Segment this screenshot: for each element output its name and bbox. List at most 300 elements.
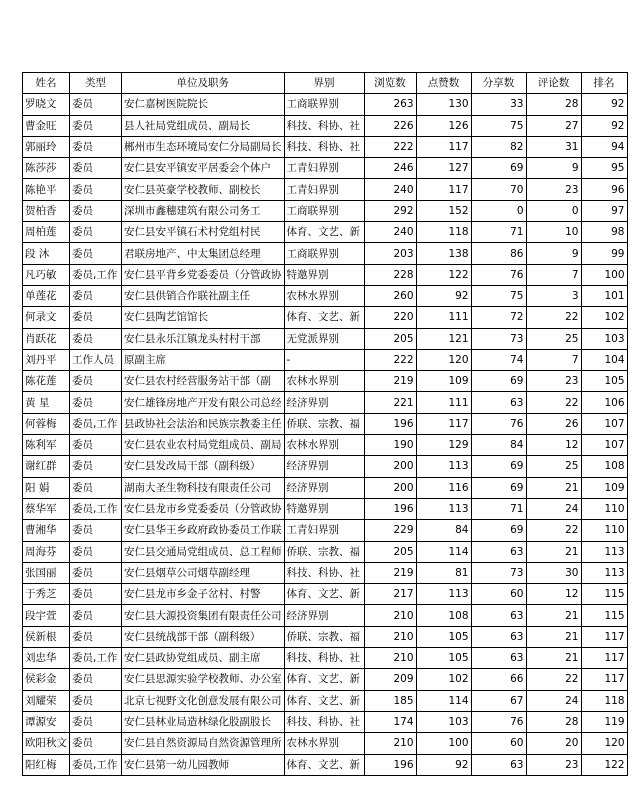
cell-likes: 105 — [416, 648, 471, 669]
cell-shares: 67 — [471, 690, 526, 711]
cell-shares: 72 — [471, 307, 526, 328]
table-row — [23, 690, 628, 711]
cell-views: 260 — [364, 285, 416, 306]
cell-likes: 92 — [416, 754, 471, 775]
cell-rank: 94 — [581, 136, 627, 157]
table-row — [23, 392, 628, 413]
cell-views: 226 — [364, 115, 416, 136]
cell-shares: 69 — [471, 456, 526, 477]
cell-comments: 21 — [526, 626, 581, 647]
cell-comments: 0 — [526, 200, 581, 221]
cell-likes: 100 — [416, 733, 471, 754]
cell-views: 185 — [364, 690, 416, 711]
cell-shares: 75 — [471, 285, 526, 306]
cell-rank: 115 — [581, 605, 627, 626]
cell-sector: 体育、文艺、新 — [284, 307, 364, 328]
cell-rank: 117 — [581, 669, 627, 690]
cell-rank: 113 — [581, 562, 627, 583]
cell-type: 委员 — [70, 669, 122, 690]
cell-name: 曹金旺 — [23, 115, 70, 136]
cell-comments: 12 — [526, 584, 581, 605]
cell-comments: 7 — [526, 264, 581, 285]
cell-type: 委员 — [70, 626, 122, 647]
cell-type: 委员 — [70, 307, 122, 328]
cell-type: 委员 — [70, 136, 122, 157]
table-row — [23, 115, 628, 136]
cell-unit: 安仁嘉树医院院长 — [122, 94, 285, 115]
cell-type: 委员 — [70, 222, 122, 243]
cell-shares: 71 — [471, 498, 526, 519]
cell-comments: 23 — [526, 179, 581, 200]
cell-likes: 120 — [416, 349, 471, 370]
cell-sector: 工青妇界别 — [284, 158, 364, 179]
cell-comments: 26 — [526, 413, 581, 434]
cell-shares: 84 — [471, 435, 526, 456]
ranking-table — [22, 72, 628, 776]
header-name: 姓名 — [23, 73, 70, 94]
cell-unit: 安仁县交通局党组成员、总工程师 — [122, 541, 285, 562]
cell-unit: 安仁县供销合作联社副主任 — [122, 285, 285, 306]
cell-unit: 郴州市生态环境局安仁分局副局长 — [122, 136, 285, 157]
cell-views: 190 — [364, 435, 416, 456]
table-row — [23, 200, 628, 221]
cell-rank: 97 — [581, 200, 627, 221]
cell-shares: 69 — [471, 477, 526, 498]
cell-likes: 117 — [416, 413, 471, 434]
cell-shares: 0 — [471, 200, 526, 221]
cell-sector: 工青妇界别 — [284, 520, 364, 541]
cell-likes: 126 — [416, 115, 471, 136]
cell-shares: 63 — [471, 648, 526, 669]
cell-views: 205 — [364, 541, 416, 562]
cell-shares: 69 — [471, 520, 526, 541]
cell-rank: 101 — [581, 285, 627, 306]
header-likes: 点赞数 — [416, 73, 471, 94]
cell-name: 罗晓文 — [23, 94, 70, 115]
cell-sector: 无党派界别 — [284, 328, 364, 349]
cell-rank: 92 — [581, 94, 627, 115]
table-row — [23, 498, 628, 519]
cell-type: 委员 — [70, 541, 122, 562]
cell-type: 委员 — [70, 562, 122, 583]
cell-sector: 科技、科协、社 — [284, 648, 364, 669]
cell-name: 何蓉梅 — [23, 413, 70, 434]
cell-rank: 122 — [581, 754, 627, 775]
cell-name: 刘耀荣 — [23, 690, 70, 711]
cell-rank: 100 — [581, 264, 627, 285]
cell-unit: 安仁县思源实验学校教师、办公室 — [122, 669, 285, 690]
cell-likes: 111 — [416, 392, 471, 413]
cell-rank: 103 — [581, 328, 627, 349]
cell-name: 陈莎莎 — [23, 158, 70, 179]
cell-views: 210 — [364, 626, 416, 647]
cell-unit: 君联房地产、中太集团总经理 — [122, 243, 285, 264]
header-type: 类型 — [70, 73, 122, 94]
cell-views: 174 — [364, 711, 416, 732]
cell-sector: 工青妇界别 — [284, 179, 364, 200]
cell-name: 陈花莲 — [23, 371, 70, 392]
table-row — [23, 711, 628, 732]
cell-rank: 113 — [581, 541, 627, 562]
cell-sector: 体育、文艺、新 — [284, 584, 364, 605]
cell-comments: 25 — [526, 456, 581, 477]
cell-shares: 63 — [471, 754, 526, 775]
table-row — [23, 307, 628, 328]
cell-name: 欧阳秋文 — [23, 733, 70, 754]
cell-comments: 21 — [526, 477, 581, 498]
cell-views: 210 — [364, 733, 416, 754]
cell-views: 217 — [364, 584, 416, 605]
cell-comments: 21 — [526, 648, 581, 669]
table-row — [23, 371, 628, 392]
cell-views: 292 — [364, 200, 416, 221]
header-rank: 排名 — [581, 73, 627, 94]
table-row — [23, 754, 628, 775]
cell-sector: 特邀界别 — [284, 264, 364, 285]
cell-name: 侯新根 — [23, 626, 70, 647]
table-row — [23, 562, 628, 583]
header-unit: 单位及职务 — [122, 73, 285, 94]
cell-likes: 118 — [416, 222, 471, 243]
cell-views: 219 — [364, 371, 416, 392]
cell-type: 委员 — [70, 520, 122, 541]
cell-type: 委员 — [70, 200, 122, 221]
cell-shares: 71 — [471, 222, 526, 243]
cell-rank: 95 — [581, 158, 627, 179]
cell-views: 196 — [364, 413, 416, 434]
cell-type: 委员 — [70, 328, 122, 349]
header-views: 浏览数 — [364, 73, 416, 94]
cell-likes: 138 — [416, 243, 471, 264]
cell-shares: 63 — [471, 626, 526, 647]
cell-comments: 28 — [526, 711, 581, 732]
cell-shares: 63 — [471, 605, 526, 626]
cell-unit: 安仁县发改局干部（副科级） — [122, 456, 285, 477]
cell-sector: 体育、文艺、新 — [284, 669, 364, 690]
cell-likes: 116 — [416, 477, 471, 498]
cell-comments: 22 — [526, 392, 581, 413]
cell-shares: 60 — [471, 733, 526, 754]
cell-rank: 107 — [581, 413, 627, 434]
cell-comments: 10 — [526, 222, 581, 243]
cell-comments: 24 — [526, 690, 581, 711]
cell-sector: 农林水界别 — [284, 435, 364, 456]
cell-name: 凡巧敏 — [23, 264, 70, 285]
cell-sector: 科技、科协、社 — [284, 562, 364, 583]
cell-shares: 69 — [471, 371, 526, 392]
cell-unit: 深圳市鑫穗建筑有限公司务工 — [122, 200, 285, 221]
cell-rank: 117 — [581, 626, 627, 647]
cell-sector: 农林水界别 — [284, 285, 364, 306]
cell-type: 委员 — [70, 158, 122, 179]
cell-views: 222 — [364, 349, 416, 370]
cell-shares: 76 — [471, 711, 526, 732]
cell-likes: 117 — [416, 136, 471, 157]
cell-comments: 22 — [526, 669, 581, 690]
cell-name: 刘丹平 — [23, 349, 70, 370]
cell-shares: 63 — [471, 541, 526, 562]
cell-unit: 县人社局党组成员、副局长 — [122, 115, 285, 136]
cell-name: 于秀芝 — [23, 584, 70, 605]
cell-name: 侯彩金 — [23, 669, 70, 690]
table-row — [23, 179, 628, 200]
cell-type: 委员 — [70, 733, 122, 754]
cell-likes: 92 — [416, 285, 471, 306]
cell-sector: 农林水界别 — [284, 371, 364, 392]
cell-unit: 安仁县大源投资集团有限责任公司 — [122, 605, 285, 626]
cell-views: 221 — [364, 392, 416, 413]
cell-likes: 105 — [416, 626, 471, 647]
cell-comments: 9 — [526, 158, 581, 179]
cell-shares: 76 — [471, 264, 526, 285]
cell-views: 203 — [364, 243, 416, 264]
cell-rank: 119 — [581, 711, 627, 732]
cell-rank: 92 — [581, 115, 627, 136]
cell-type: 委员,工作 — [70, 498, 122, 519]
cell-sector: - — [284, 349, 364, 370]
cell-likes: 129 — [416, 435, 471, 456]
cell-comments: 12 — [526, 435, 581, 456]
cell-unit: 安仁县统战部干部（副科级） — [122, 626, 285, 647]
cell-name: 何录文 — [23, 307, 70, 328]
cell-likes: 113 — [416, 584, 471, 605]
cell-name: 阳红梅 — [23, 754, 70, 775]
cell-comments: 3 — [526, 285, 581, 306]
cell-likes: 102 — [416, 669, 471, 690]
cell-views: 219 — [364, 562, 416, 583]
cell-rank: 110 — [581, 498, 627, 519]
cell-type: 委员 — [70, 94, 122, 115]
cell-rank: 107 — [581, 435, 627, 456]
cell-views: 196 — [364, 498, 416, 519]
cell-name: 刘忠华 — [23, 648, 70, 669]
cell-likes: 108 — [416, 605, 471, 626]
cell-type: 工作人员 — [70, 349, 122, 370]
cell-comments: 23 — [526, 754, 581, 775]
table-row — [23, 349, 628, 370]
cell-comments: 28 — [526, 94, 581, 115]
cell-likes: 130 — [416, 94, 471, 115]
cell-name: 阳 娟 — [23, 477, 70, 498]
table-row — [23, 584, 628, 605]
cell-name: 陈艳平 — [23, 179, 70, 200]
cell-unit: 安仁县永乐江镇龙头村村干部 — [122, 328, 285, 349]
cell-type: 委员 — [70, 584, 122, 605]
table-row — [23, 648, 628, 669]
cell-views: 209 — [364, 669, 416, 690]
cell-comments: 23 — [526, 371, 581, 392]
cell-unit: 安仁县安平镇安平居委会个体户 — [122, 158, 285, 179]
cell-unit: 安仁县陶艺馆馆长 — [122, 307, 285, 328]
cell-name: 肖跃花 — [23, 328, 70, 349]
cell-rank: 110 — [581, 520, 627, 541]
cell-unit: 县政协社会法治和民族宗教委主任 — [122, 413, 285, 434]
cell-sector: 体育、文艺、新 — [284, 690, 364, 711]
cell-rank: 105 — [581, 371, 627, 392]
cell-type: 委员,工作 — [70, 264, 122, 285]
cell-name: 贺柏香 — [23, 200, 70, 221]
cell-rank: 117 — [581, 648, 627, 669]
cell-unit: 安仁县平背乡党委委员（分管政协 — [122, 264, 285, 285]
header-row — [23, 73, 628, 94]
cell-sector: 工商联界别 — [284, 243, 364, 264]
cell-type: 委员,工作 — [70, 413, 122, 434]
cell-unit: 安仁县烟草公司烟草副经理 — [122, 562, 285, 583]
cell-name: 段 沐 — [23, 243, 70, 264]
cell-rank: 102 — [581, 307, 627, 328]
cell-sector: 经济界别 — [284, 392, 364, 413]
cell-shares: 63 — [471, 392, 526, 413]
cell-shares: 75 — [471, 115, 526, 136]
table-row — [23, 94, 628, 115]
cell-name: 周柏莲 — [23, 222, 70, 243]
cell-name: 蔡华军 — [23, 498, 70, 519]
cell-views: 240 — [364, 222, 416, 243]
cell-views: 220 — [364, 307, 416, 328]
cell-likes: 84 — [416, 520, 471, 541]
cell-comments: 9 — [526, 243, 581, 264]
cell-type: 委员 — [70, 115, 122, 136]
cell-name: 段宇萱 — [23, 605, 70, 626]
table-row — [23, 733, 628, 754]
cell-name: 曹湘华 — [23, 520, 70, 541]
cell-unit: 安仁雄锋房地产开发有限公司总经 — [122, 392, 285, 413]
table-row — [23, 541, 628, 562]
table-row — [23, 456, 628, 477]
cell-comments: 22 — [526, 520, 581, 541]
cell-likes: 114 — [416, 690, 471, 711]
cell-views: 228 — [364, 264, 416, 285]
cell-type: 委员 — [70, 371, 122, 392]
cell-likes: 152 — [416, 200, 471, 221]
cell-comments: 31 — [526, 136, 581, 157]
cell-name: 谢红群 — [23, 456, 70, 477]
cell-shares: 86 — [471, 243, 526, 264]
cell-shares: 73 — [471, 328, 526, 349]
cell-unit: 安仁县农村经营服务站干部（副 — [122, 371, 285, 392]
cell-comments: 20 — [526, 733, 581, 754]
cell-views: 222 — [364, 136, 416, 157]
table-row — [23, 285, 628, 306]
cell-shares: 70 — [471, 179, 526, 200]
cell-rank: 98 — [581, 222, 627, 243]
cell-sector: 侨联、宗教、福 — [284, 626, 364, 647]
cell-unit: 湖南大圣生物科技有限责任公司 — [122, 477, 285, 498]
cell-unit: 安仁县林业局造林绿化股副股长 — [122, 711, 285, 732]
cell-shares: 33 — [471, 94, 526, 115]
table-row — [23, 520, 628, 541]
cell-sector: 体育、文艺、新 — [284, 222, 364, 243]
cell-likes: 117 — [416, 179, 471, 200]
cell-type: 委员 — [70, 605, 122, 626]
cell-sector: 体育、文艺、新 — [284, 754, 364, 775]
cell-views: 196 — [364, 754, 416, 775]
cell-shares: 82 — [471, 136, 526, 157]
cell-unit: 安仁县英豪学校教师、副校长 — [122, 179, 285, 200]
cell-type: 委员 — [70, 456, 122, 477]
cell-type: 委员 — [70, 435, 122, 456]
cell-type: 委员 — [70, 285, 122, 306]
cell-likes: 109 — [416, 371, 471, 392]
cell-sector: 侨联、宗教、福 — [284, 413, 364, 434]
cell-rank: 120 — [581, 733, 627, 754]
cell-rank: 104 — [581, 349, 627, 370]
cell-likes: 111 — [416, 307, 471, 328]
cell-name: 单莲花 — [23, 285, 70, 306]
cell-rank: 109 — [581, 477, 627, 498]
cell-unit: 安仁县龙市乡金子岔村、村警 — [122, 584, 285, 605]
cell-name: 陈利军 — [23, 435, 70, 456]
cell-rank: 96 — [581, 179, 627, 200]
cell-comments: 27 — [526, 115, 581, 136]
cell-unit: 北京七视野文化创意发展有限公司 — [122, 690, 285, 711]
cell-likes: 122 — [416, 264, 471, 285]
table-row — [23, 435, 628, 456]
table-row — [23, 605, 628, 626]
cell-type: 委员 — [70, 179, 122, 200]
cell-likes: 127 — [416, 158, 471, 179]
cell-unit: 安仁县政协党组成员、副主席 — [122, 648, 285, 669]
cell-shares: 73 — [471, 562, 526, 583]
cell-comments: 25 — [526, 328, 581, 349]
header-sector: 界别 — [284, 73, 364, 94]
cell-likes: 113 — [416, 456, 471, 477]
cell-sector: 经济界别 — [284, 605, 364, 626]
cell-comments: 21 — [526, 541, 581, 562]
header-comments: 评论数 — [526, 73, 581, 94]
cell-likes: 113 — [416, 498, 471, 519]
cell-rank: 118 — [581, 690, 627, 711]
cell-unit: 安仁县龙市乡党委委员（分管政协 — [122, 498, 285, 519]
cell-name: 谭源安 — [23, 711, 70, 732]
table-row — [23, 264, 628, 285]
cell-unit: 原副主席 — [122, 349, 285, 370]
cell-likes: 81 — [416, 562, 471, 583]
cell-sector: 经济界别 — [284, 477, 364, 498]
cell-views: 229 — [364, 520, 416, 541]
cell-views: 210 — [364, 605, 416, 626]
cell-type: 委员 — [70, 477, 122, 498]
cell-type: 委员 — [70, 711, 122, 732]
cell-name: 周海芬 — [23, 541, 70, 562]
cell-sector: 侨联、宗教、福 — [284, 541, 364, 562]
cell-rank: 99 — [581, 243, 627, 264]
cell-sector: 工商联界别 — [284, 94, 364, 115]
cell-comments: 22 — [526, 307, 581, 328]
cell-name: 郭丽玲 — [23, 136, 70, 157]
cell-views: 200 — [364, 477, 416, 498]
cell-shares: 69 — [471, 158, 526, 179]
cell-likes: 114 — [416, 541, 471, 562]
cell-type: 委员,工作 — [70, 648, 122, 669]
cell-type: 委员 — [70, 392, 122, 413]
cell-views: 263 — [364, 94, 416, 115]
cell-shares: 76 — [471, 413, 526, 434]
table-row — [23, 413, 628, 434]
cell-sector: 科技、科协、社 — [284, 115, 364, 136]
cell-sector: 特邀界别 — [284, 498, 364, 519]
cell-name: 黄 星 — [23, 392, 70, 413]
cell-sector: 科技、科协、社 — [284, 711, 364, 732]
cell-unit: 安仁县第一幼儿园教师 — [122, 754, 285, 775]
cell-comments: 7 — [526, 349, 581, 370]
cell-unit: 安仁县农业农村局党组成员、副局 — [122, 435, 285, 456]
cell-views: 200 — [364, 456, 416, 477]
cell-shares: 74 — [471, 349, 526, 370]
cell-views: 240 — [364, 179, 416, 200]
cell-likes: 121 — [416, 328, 471, 349]
cell-rank: 106 — [581, 392, 627, 413]
